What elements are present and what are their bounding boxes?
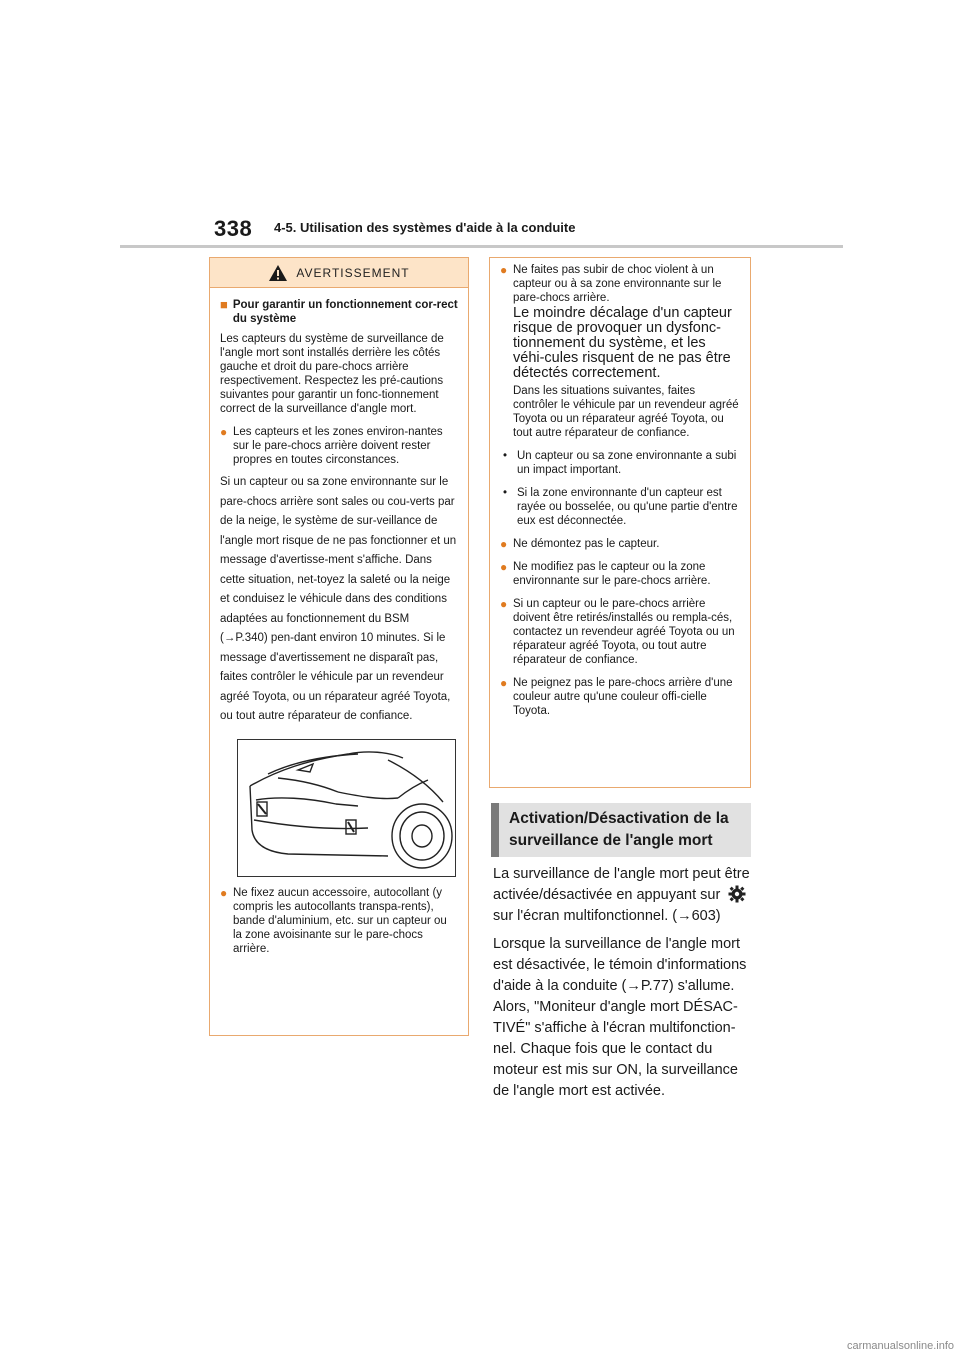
clean-paragraph: Si un capteur ou sa zone environnante sur le pare-chocs arrière sont sales ou cou-verts par de la neige, le système de sur-veillance de l'angle mort risque de ne pas fonctionner et un message d'avertisse-ment s'affiche. Dans cette situation, net-toyez la saleté ou la neige et conduisez le véhicule dans des conditions adaptées au fonctionnement du BSM (→P.340) pen-dant environ 10 minutes. Si le message d'avertissement ne disparaît pas, faites contrôler le véhicule par un revendeur agréé Toyota, ou un réparateur agréé Toyota, ou tout autre réparateur de confiance. — [220, 476, 457, 722]
shock-followup: Dans les situations suivantes, faites contrôler le véhicule par un revendeur agréé Toyota ou un réparateur agréé Toyota, ou tout autre réparateur de confiance. — [513, 385, 739, 439]
orange-dot-icon: ● — [220, 885, 228, 900]
warning-intro: Les capteurs du système de surveillance de l'angle mort sont installés derrière les côtés gauche et droit du pare-chocs arrière respectivement. Respectez les pré-cautions suivantes pour garantir un fonc-tionnement correct de la surveillance d'angle mort. — [220, 333, 444, 415]
bullet-shock — [500, 263, 740, 440]
shock-emphasis: Le moindre décalage d'un capteur risque de provoquer un dysfonc-tionnement du système, et les véhi-cules risquent de ne pas être détectés correctement. — [513, 305, 732, 381]
activation-paragraph-1 — [493, 864, 755, 927]
sub-item-text: Un capteur ou sa zone environnante a subi un impact important. — [517, 450, 737, 476]
rear-bumper-illustration — [237, 739, 456, 877]
bullet-modify — [500, 560, 740, 588]
activation-heading: Activation/Désactivation de la surveillance de l'angle mort — [491, 803, 751, 857]
bullet-clean-text: Les capteurs et les zones environ-nantes sur le pare-chocs arrière doivent rester propres en toutes circonstances. — [233, 426, 443, 466]
gear-icon — [728, 885, 746, 903]
bullet-remove — [500, 597, 740, 667]
activation-body — [493, 864, 755, 1102]
section-title: 4-5. Utilisation des systèmes d'aide à la conduite — [274, 220, 576, 235]
orange-dot-icon: ● — [500, 676, 508, 690]
bullet-clean — [220, 425, 458, 467]
bullet-accessory-text: Ne fixez aucun accessoire, autocollant (y compris les autocollants transpa-rents), bande d'aluminium, etc. sur un capteur ou la zone avoisinante sur le pare-chocs arrière. — [233, 886, 447, 955]
sub-item — [500, 449, 740, 477]
sub-item — [500, 486, 740, 528]
page-number: 338 — [214, 216, 253, 241]
bullet-remove-text: Si un capteur ou le pare-chocs arrière doivent être retirés/installés ou rempla-cés, contactez un revendeur agréé Toyota ou un réparateur agréé Toyota, ou tout autre réparateur de confiance. — [513, 598, 735, 666]
activation-text-after: sur l'écran multifonctionnel. (→603) — [493, 908, 721, 924]
activation-paragraph-2: Lorsque la surveillance de l'angle mort est désactivée, le témoin d'informations d'aide à la conduite (→P.77) s'allume. Alors, "Moniteur d'angle mort DÉSAC-TIVÉ" s'affiche à l'écran multifonction-nel. Chaque fois que le contact du moteur est mis sur ON, la surveillance de l'angle mort est activée. — [493, 936, 747, 1099]
bullet-accessory — [220, 886, 458, 956]
warning-heading — [220, 298, 458, 326]
warning-title: AVERTISSEMENT — [296, 265, 410, 280]
bullet-shock-text: Ne faites pas subir de choc violent à un capteur ou à sa zone environnante sur le pare-chocs arrière. — [513, 264, 722, 304]
warning-heading-text: Pour garantir un fonctionnement cor-rect du système — [232, 299, 458, 325]
warning-box-header — [210, 258, 468, 288]
watermark: carmanualsonline.info — [846, 1340, 954, 1352]
orange-dot-icon: ● — [220, 425, 228, 439]
bullet-paint — [500, 676, 740, 718]
orange-dot-icon: ● — [500, 263, 508, 277]
bullet-dot-icon: • — [503, 487, 508, 499]
orange-square-icon: ■ — [220, 297, 228, 312]
activation-text-before: La surveillance de l'angle mort peut être activée/désactivée en appuyant sur — [493, 866, 750, 903]
bullet-modify-text: Ne modifiez pas le capteur ou la zone environnante sur le pare-chocs arrière. — [513, 561, 711, 587]
bullet-dismantle — [500, 537, 740, 551]
warning-box — [209, 257, 469, 1036]
bullet-dot-icon: • — [503, 450, 508, 462]
warning-box-continued — [489, 257, 751, 788]
car-rear-icon — [238, 740, 455, 876]
warning-triangle-icon — [268, 264, 288, 282]
sub-item-text: Si la zone environnante d'un capteur est rayée ou bosselée, ou qu'une partie d'entre eux est déconnectée. — [517, 487, 738, 527]
bullet-dismantle-text: Ne démontez pas le capteur. — [513, 538, 660, 550]
header-divider — [120, 245, 843, 248]
orange-dot-icon: ● — [500, 597, 508, 611]
orange-dot-icon: ● — [500, 560, 508, 574]
bullet-paint-text: Ne peignez pas le pare-chocs arrière d'une couleur autre qu'une couleur offi-cielle Toyota. — [513, 677, 733, 717]
orange-dot-icon: ● — [500, 537, 508, 551]
